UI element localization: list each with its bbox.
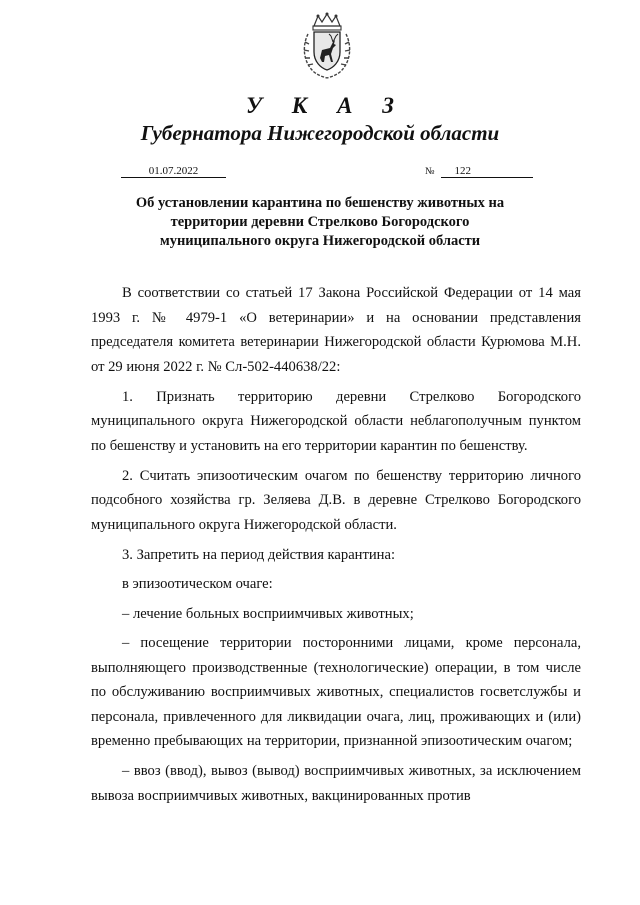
preamble-paragraph: В соответствии со статьей 17 Закона Российской Федерации от 14 мая 1993 г. № 4979-1 «О ветеринарии» и на основании представления председателя комитета ветеринарии Нижегородской области Курюмова М.Н. от 29 июня 2022 г. № Сл-502-440638/22: <box>91 285 581 375</box>
clause-3-item: – лечение больных восприимчивых животных; <box>122 605 414 622</box>
decree-heading <box>90 194 550 251</box>
document-number-field <box>425 165 533 178</box>
heading-line: Об установлении карантина по бешенству животных на <box>135 195 505 211</box>
heading-line: территории деревни Стрелково Богородского <box>170 214 470 230</box>
heading-line: муниципального округа Нижегородской области <box>159 233 481 249</box>
issuer-title: Губернатора Нижегородской области <box>140 121 500 145</box>
coat-of-arms-emblem <box>300 12 354 80</box>
document-title: У К А З <box>246 93 406 118</box>
clause-3-paragraph: 3. Запретить на период действия карантина: <box>122 546 396 563</box>
document-number: 122 <box>441 165 533 178</box>
clause-2-paragraph: 2. Считать эпизоотическим очагом по бешенству территорию личного подсобного хозяйства гр. Зеляева Д.В. в деревне Стрелково Богородского муниципального округа Нижегородской области. <box>91 467 581 533</box>
number-sign: № <box>425 166 435 177</box>
document-date: 01.07.2022 <box>121 165 226 178</box>
clause-3-subheading: в эпизоотическом очаге: <box>122 576 273 592</box>
clause-1-paragraph: 1. Признать территорию деревни Стрелково Богородского муниципального округа Нижегородской области неблагополучным пунктом по бешенству и установить на его территории карантин по бешенству. <box>91 388 581 454</box>
clause-3-item: – ввоз (ввод), вывоз (вывод) восприимчивых животных, за исключением вывоза восприимчивых животных, вакцинированных против <box>91 763 581 804</box>
decree-body <box>91 281 581 814</box>
clause-3-item: – посещение территории посторонними лицами, кроме персонала, выполняющего производственные (технологические) операции, в том числе по обслуживанию восприимчивых животных, специалистов госветслужбы и персонала, привлеченного для ликвидации очага, лиц, проживающих и (или) временно пребывающих на территории, признанной эпизоотическим очагом; <box>91 635 581 749</box>
